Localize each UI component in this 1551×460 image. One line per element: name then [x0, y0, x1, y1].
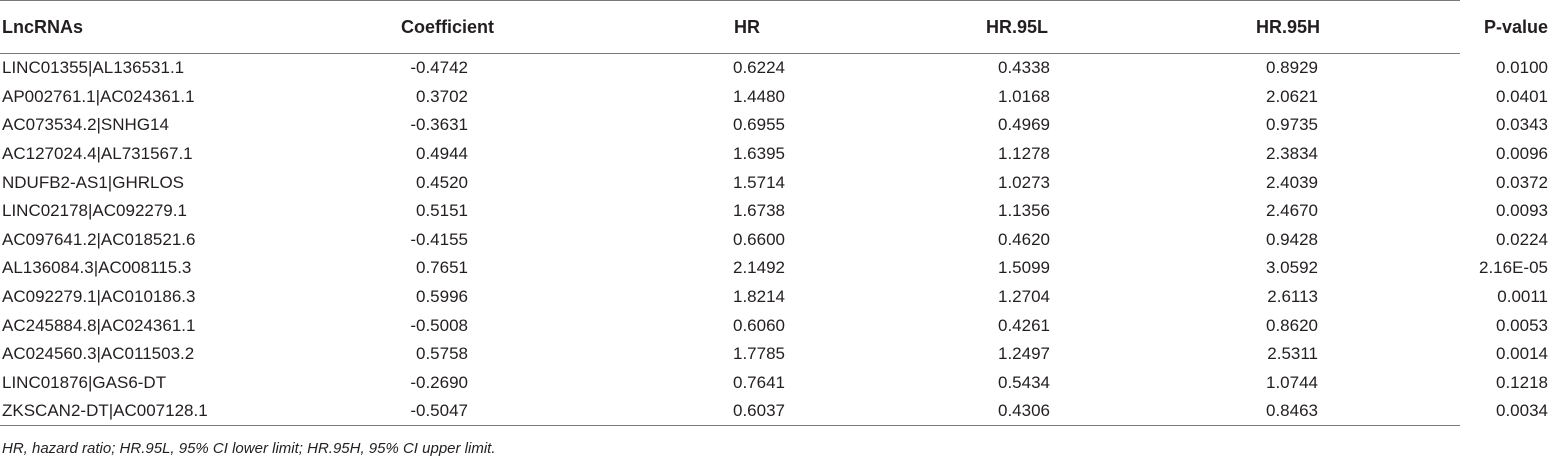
table-footnote: HR, hazard ratio; HR.95L, 95% CI lower limit; HR.95H, 95% CI upper limit.	[2, 440, 496, 457]
cell-coefficient: 0.5151	[416, 201, 468, 221]
cell-lncrna: AC073534.2|SNHG14	[2, 115, 169, 135]
cell-coefficient: -0.2690	[410, 372, 468, 392]
cell-hr95h: 0.8463	[1266, 401, 1318, 421]
table-header-row	[0, 0, 1551, 54]
cell-hr95h: 2.3834	[1266, 144, 1318, 164]
cell-coefficient: 0.4944	[416, 144, 468, 164]
cell-p-value: 0.0100	[1496, 58, 1548, 78]
cell-coefficient: 0.4520	[416, 172, 468, 192]
cell-lncrna: AC127024.4|AL731567.1	[2, 144, 193, 164]
cell-lncrna: AC245884.8|AC024361.1	[2, 315, 196, 335]
table-row	[0, 83, 1551, 112]
cell-p-value: 0.0401	[1496, 86, 1548, 106]
cell-hr95l: 0.5434	[998, 372, 1050, 392]
cell-hr95h: 0.9735	[1266, 115, 1318, 135]
cell-hr95h: 3.0592	[1266, 258, 1318, 278]
cell-hr: 1.8214	[733, 287, 785, 307]
cell-p-value: 0.0343	[1496, 115, 1548, 135]
cell-lncrna: AC092279.1|AC010186.3	[2, 287, 196, 307]
cell-p-value: 0.0014	[1496, 344, 1548, 364]
cell-hr95h: 2.6113	[1267, 287, 1318, 307]
cell-hr: 2.1492	[733, 258, 785, 278]
table-row	[0, 311, 1551, 340]
cell-p-value: 0.0096	[1496, 144, 1548, 164]
cell-hr95h: 2.0621	[1266, 86, 1318, 106]
cell-lncrna: AL136084.3|AC008115.3	[2, 258, 192, 278]
cell-p-value: 0.0053	[1496, 315, 1548, 335]
column-header-coefficient: Coefficient	[400, 16, 494, 37]
cell-coefficient: 0.3702	[416, 86, 468, 106]
cell-coefficient: 0.5996	[416, 287, 468, 307]
table-row	[0, 226, 1551, 255]
cell-lncrna: AC097641.2|AC018521.6	[2, 229, 196, 249]
table-row	[0, 111, 1551, 140]
column-header-hr95l: HR.95L	[985, 16, 1048, 37]
cell-hr: 0.6955	[733, 115, 785, 135]
cell-lncrna: ZKSCAN2-DT|AC007128.1	[2, 401, 208, 421]
cell-lncrna: AC024560.3|AC011503.2	[2, 344, 195, 364]
column-header-p-value: P-value	[1483, 16, 1548, 37]
table-row	[0, 397, 1551, 426]
table-row	[0, 340, 1551, 369]
cell-hr95l: 1.2704	[998, 287, 1050, 307]
cell-hr95h: 2.4039	[1266, 172, 1318, 192]
table-body	[0, 54, 1551, 426]
cell-hr95l: 1.1278	[998, 144, 1050, 164]
table-row	[0, 369, 1551, 398]
cell-hr: 1.6395	[733, 144, 785, 164]
cell-hr: 1.7785	[733, 344, 785, 364]
cell-hr95l: 1.1356	[998, 201, 1050, 221]
cell-hr95h: 2.4670	[1266, 201, 1318, 221]
cell-hr: 1.4480	[733, 86, 785, 106]
cell-hr95l: 1.0273	[998, 172, 1050, 192]
cell-p-value: 0.0372	[1496, 172, 1548, 192]
cell-lncrna: LINC02178|AC092279.1	[2, 201, 187, 221]
cell-p-value: 2.16E-05	[1479, 258, 1548, 278]
table-row	[0, 197, 1551, 226]
table-row	[0, 283, 1551, 312]
table-row	[0, 140, 1551, 169]
cell-coefficient: 0.7651	[416, 258, 468, 278]
cell-lncrna: NDUFB2-AS1|GHRLOS	[2, 172, 185, 192]
cell-hr95l: 0.4620	[998, 229, 1050, 249]
cell-hr95h: 1.0744	[1266, 372, 1318, 392]
cell-coefficient: -0.5008	[410, 315, 468, 335]
cell-coefficient: 0.5758	[416, 344, 468, 364]
cell-p-value: 0.0224	[1496, 229, 1548, 249]
cell-lncrna: LINC01355|AL136531.1	[2, 58, 185, 78]
cell-coefficient: -0.4155	[410, 229, 468, 249]
cell-hr95l: 1.0168	[998, 86, 1050, 106]
column-header-hr: HR	[734, 16, 760, 37]
column-header-hr95h: HR.95H	[1255, 16, 1320, 37]
cell-hr95h: 0.8929	[1266, 58, 1318, 78]
table-row	[0, 254, 1551, 283]
column-header-lncrnas: LncRNAs	[2, 16, 84, 37]
cell-p-value: 0.0034	[1496, 401, 1548, 421]
cell-hr: 0.6037	[733, 401, 785, 421]
cell-hr95l: 0.4261	[998, 315, 1050, 335]
cell-hr95l: 1.2497	[998, 344, 1050, 364]
cell-hr: 1.5714	[733, 172, 785, 192]
cell-lncrna: AP002761.1|AC024361.1	[2, 86, 195, 106]
cell-hr95h: 0.9428	[1266, 229, 1318, 249]
cell-lncrna: LINC01876|GAS6-DT	[2, 372, 167, 392]
cell-hr95l: 0.4338	[998, 58, 1050, 78]
cell-p-value: 0.0011	[1497, 287, 1548, 307]
cell-hr95h: 2.5311	[1267, 344, 1318, 364]
cell-p-value: 0.0093	[1496, 201, 1548, 221]
cell-hr95l: 0.4969	[998, 115, 1050, 135]
cell-coefficient: -0.3631	[410, 115, 468, 135]
cell-hr: 0.6224	[733, 58, 785, 78]
cell-p-value: 0.1218	[1496, 372, 1548, 392]
table-row	[0, 54, 1551, 83]
cell-hr: 1.6738	[733, 201, 785, 221]
cell-hr: 0.7641	[733, 372, 785, 392]
cell-hr95l: 0.4306	[998, 401, 1050, 421]
cell-hr: 0.6060	[733, 315, 785, 335]
cell-hr: 0.6600	[733, 229, 785, 249]
table-row	[0, 168, 1551, 197]
cell-coefficient: -0.4742	[410, 58, 468, 78]
cell-coefficient: -0.5047	[410, 401, 468, 421]
cell-hr95h: 0.8620	[1266, 315, 1318, 335]
cell-hr95l: 1.5099	[998, 258, 1050, 278]
